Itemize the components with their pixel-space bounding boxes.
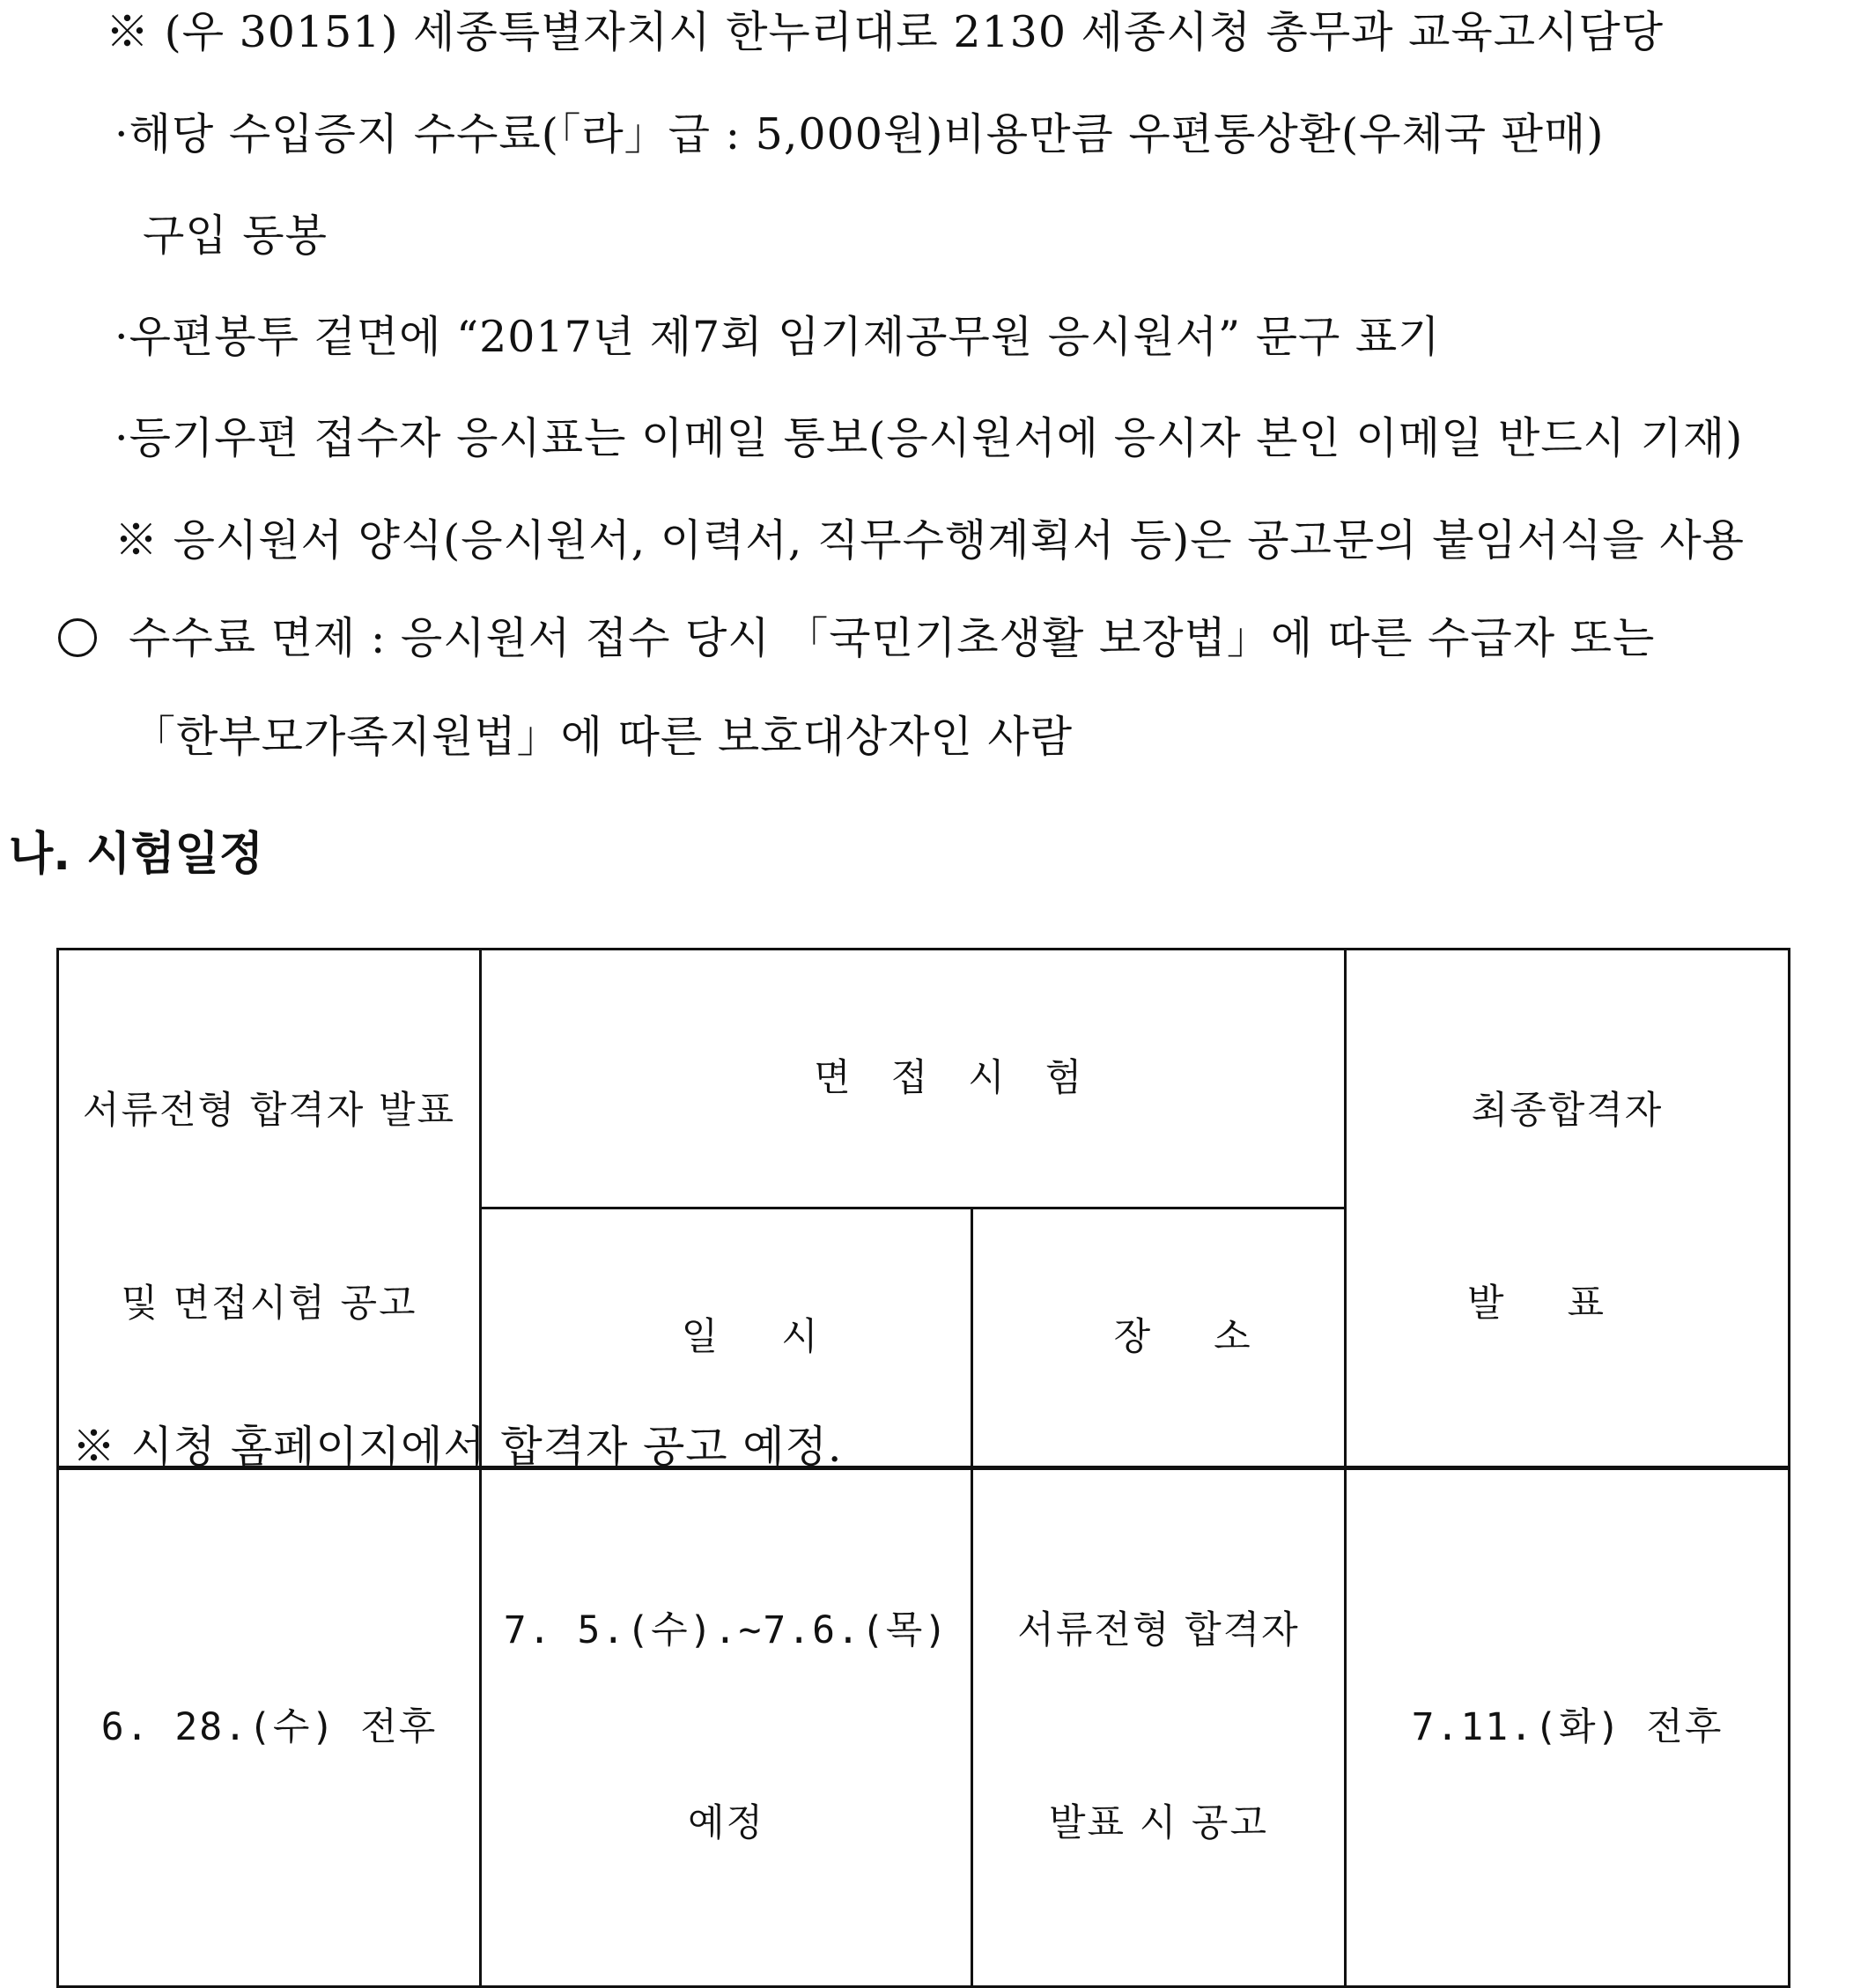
header-interview-label: 면접시험 <box>814 1055 1123 1100</box>
header-final-line1: 최종합격자 <box>1471 1089 1664 1134</box>
header-interview-date-label: 일시 <box>681 1314 882 1359</box>
circle-bullet-icon <box>58 618 97 657</box>
header-document-screening <box>58 950 481 1468</box>
registered-mail-instruction: ·등기우편 접수자 응시표는 이메일 통보(응시원서에 응시자 본인 이메일 반드시 기재) <box>114 413 1744 463</box>
header-final-line2: 발표 <box>1466 1282 1668 1327</box>
cell-interview-place-line2: 발표 시 공고 <box>1048 1801 1269 1846</box>
cell-interview-place-line1: 서류전형 합격자 <box>1017 1607 1300 1652</box>
envelope-instruction: ·우편봉투 겉면에 “2017년 제7회 임기제공무원 응시원서” 문구 표기 <box>114 312 1441 362</box>
cell-interview-date <box>481 1467 972 1986</box>
header-interview-place-label: 장소 <box>1113 1314 1314 1359</box>
cell-interview-date-line1: 7. 5.(수).~7.6.(목) <box>503 1607 949 1652</box>
fee-instruction-cont: 구입 동봉 <box>143 211 328 261</box>
section-heading: 나. 시험일정 <box>9 828 264 881</box>
cell-screening-date: 6. 28.(수) 전후 <box>58 1467 481 1986</box>
header-document-screening-line2: 및 면접시험 공고 <box>121 1282 417 1327</box>
application-form-note: ※ 응시원서 양식(응시원서, 이력서, 직무수행계획서 등)은 공고문의 붙임서식을 사용 <box>114 515 1746 565</box>
fee-instruction: ·해당 수입증지 수수료(「라」급 : 5,000원)비용만큼 우편통상환(우체국 판매) <box>114 109 1605 159</box>
cell-interview-date-line2: 예정 <box>687 1801 765 1846</box>
mailing-address-note: ※ (우 30151) 세종특별자치시 한누리대로 2130 세종시청 총무과 교육고시담당 <box>106 7 1665 57</box>
fee-exemption-item-cont: 「한부모가족지원법」에 따른 보호대상자인 사람 <box>132 712 1074 762</box>
header-interview-place <box>972 1208 1346 1467</box>
cell-interview-place <box>972 1467 1346 1986</box>
header-document-screening-line1: 서류전형 합격자 발표 <box>82 1089 456 1134</box>
fee-exemption-item: 수수료 면제 : 응시원서 접수 당시 「국민기초생활 보장법」에 따른 수급자 또는 <box>129 613 1656 663</box>
footnote: ※ 시청 홈페이지에서 합격자 공고 예정. <box>72 1422 843 1472</box>
header-interview <box>481 950 1346 1208</box>
header-final-announcement <box>1346 950 1790 1468</box>
cell-final-date: 7.11.(화) 전후 <box>1346 1467 1790 1986</box>
